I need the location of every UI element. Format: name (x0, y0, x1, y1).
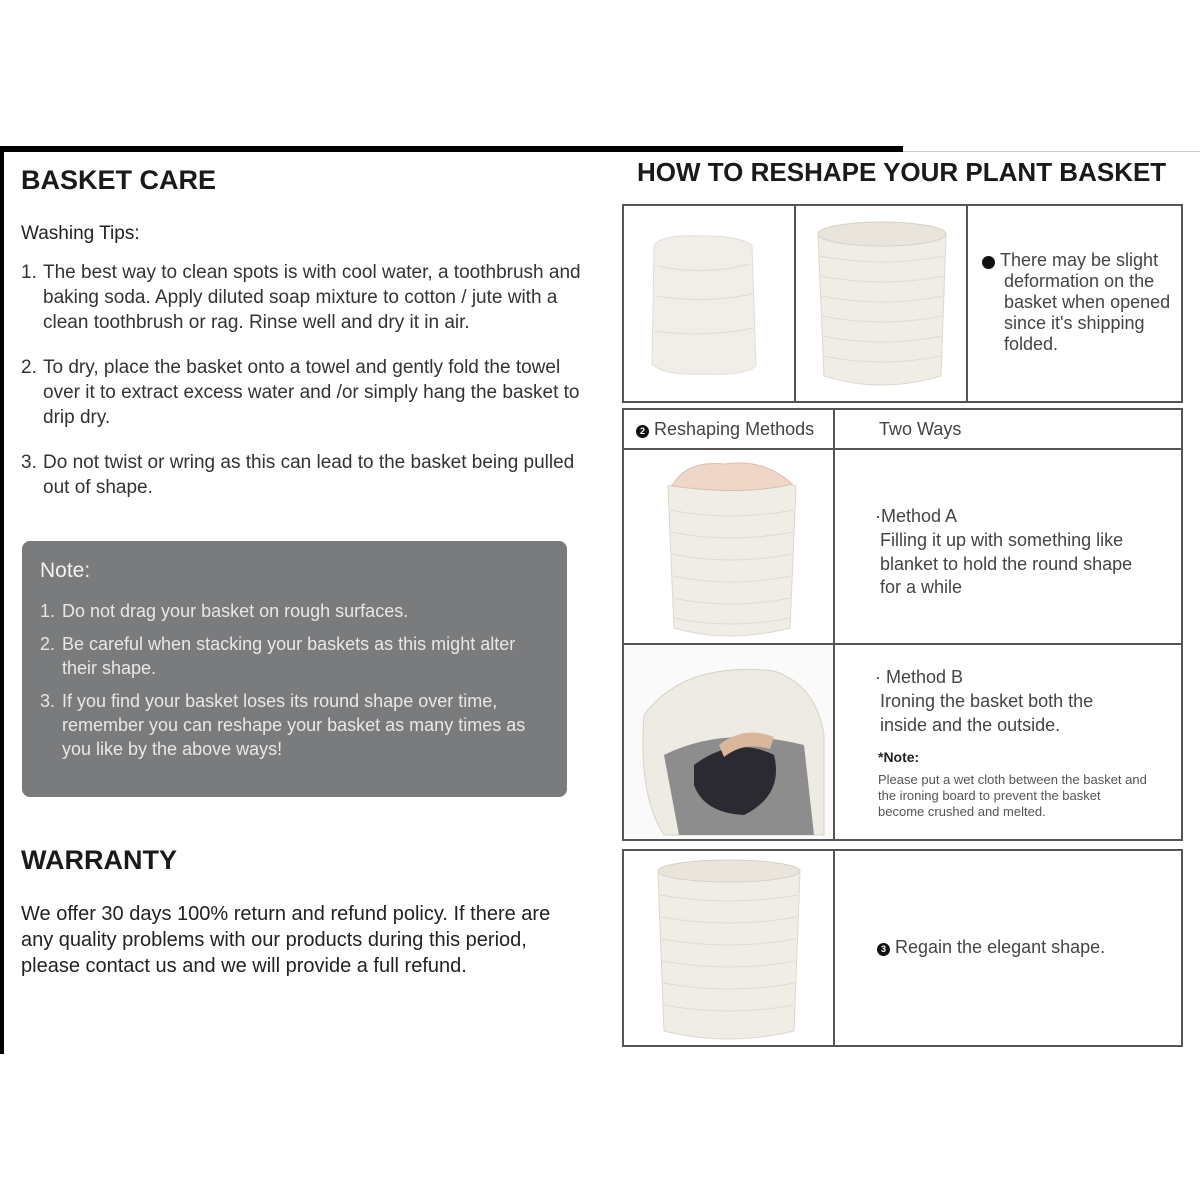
method-a-text-cell (833, 448, 1183, 645)
washing-tips-list (21, 260, 591, 520)
warranty-text: We offer 30 days 100% return and refund policy. If there are any quality problems with our products during this period, please contact us and we will provide a full refund. (21, 903, 551, 977)
method-b-title: · Method B (875, 667, 964, 687)
top-border-light (903, 151, 1200, 152)
warranty-heading: WARRANTY (21, 845, 177, 875)
step1-bullet-icon: 1 (982, 256, 995, 269)
washing-tips-title: Washing Tips: (21, 223, 140, 244)
basket-care-heading: BASKET CARE (21, 165, 217, 195)
reshaping-methods-header: 2 Reshaping Methods (622, 408, 835, 450)
opened-basket-image-cell (794, 204, 968, 403)
method-b-text-cell (833, 643, 1183, 841)
method-b-image-cell (622, 643, 835, 841)
step1-text-cell (966, 204, 1183, 403)
method-a-image-cell (622, 448, 835, 645)
method-a-text: Filling it up with something like blanket to hold the round shape for a while (880, 530, 1133, 597)
tip-item: 2. To dry, place the basket onto a towel and gently fold the towel over it to extract excess water and /or simply hang the basket to drip dry. (21, 357, 580, 428)
method-b-note-text: Please put a wet cloth between the basket and the ironing board to prevent the basket become crushed and melted. (878, 772, 1147, 819)
note-item: 2. Be careful when stacking your baskets as this might alter their shape. (40, 634, 516, 678)
opened-basket-image (796, 206, 966, 401)
note-list (40, 599, 550, 770)
folded-basket-image (624, 206, 794, 401)
top-border (0, 146, 903, 152)
regained-basket-image-cell (622, 849, 835, 1047)
tip-item: 1. The best way to clean spots is with cool water, a toothbrush and baking soda. Apply diluted soap mixture to cotton / jute with a clean toothbrush or rag. Rinse well and dry it in air. (21, 262, 581, 333)
step2-bullet-icon: 2 (636, 425, 649, 438)
two-ways-header: Two Ways (833, 408, 1183, 450)
left-border (0, 146, 4, 1054)
note-item: 1. Do not drag your basket on rough surfaces. (40, 601, 409, 621)
regained-basket-image (624, 851, 833, 1045)
step3-text-cell (833, 849, 1183, 1047)
note-title: Note: (40, 559, 91, 582)
folded-basket-image-cell (622, 204, 796, 403)
method-a-title: ·Method A (875, 506, 958, 526)
reshape-heading: HOW TO RESHAPE YOUR PLANT BASKET (637, 157, 1167, 187)
step1-text: There may be slight deformation on the basket when opened since it's shipping folded. (1000, 250, 1171, 354)
step3-bullet-icon: 3 (877, 943, 890, 956)
tip-item: 3. Do not twist or wring as this can lead to the basket being pulled out of shape. (21, 452, 575, 498)
note-box (22, 541, 567, 797)
method-b-note-title: *Note: (878, 749, 920, 765)
ironing-basket-image (624, 645, 833, 839)
basket-with-blanket-image (624, 450, 833, 643)
method-b-text: Ironing the basket both the inside and the outside. (880, 691, 1094, 735)
step3-text: Regain the elegant shape. (895, 937, 1106, 957)
note-item: 3. If you find your basket loses its round shape over time, remember you can reshape your basket as many times as you like by the above ways! (40, 691, 526, 759)
